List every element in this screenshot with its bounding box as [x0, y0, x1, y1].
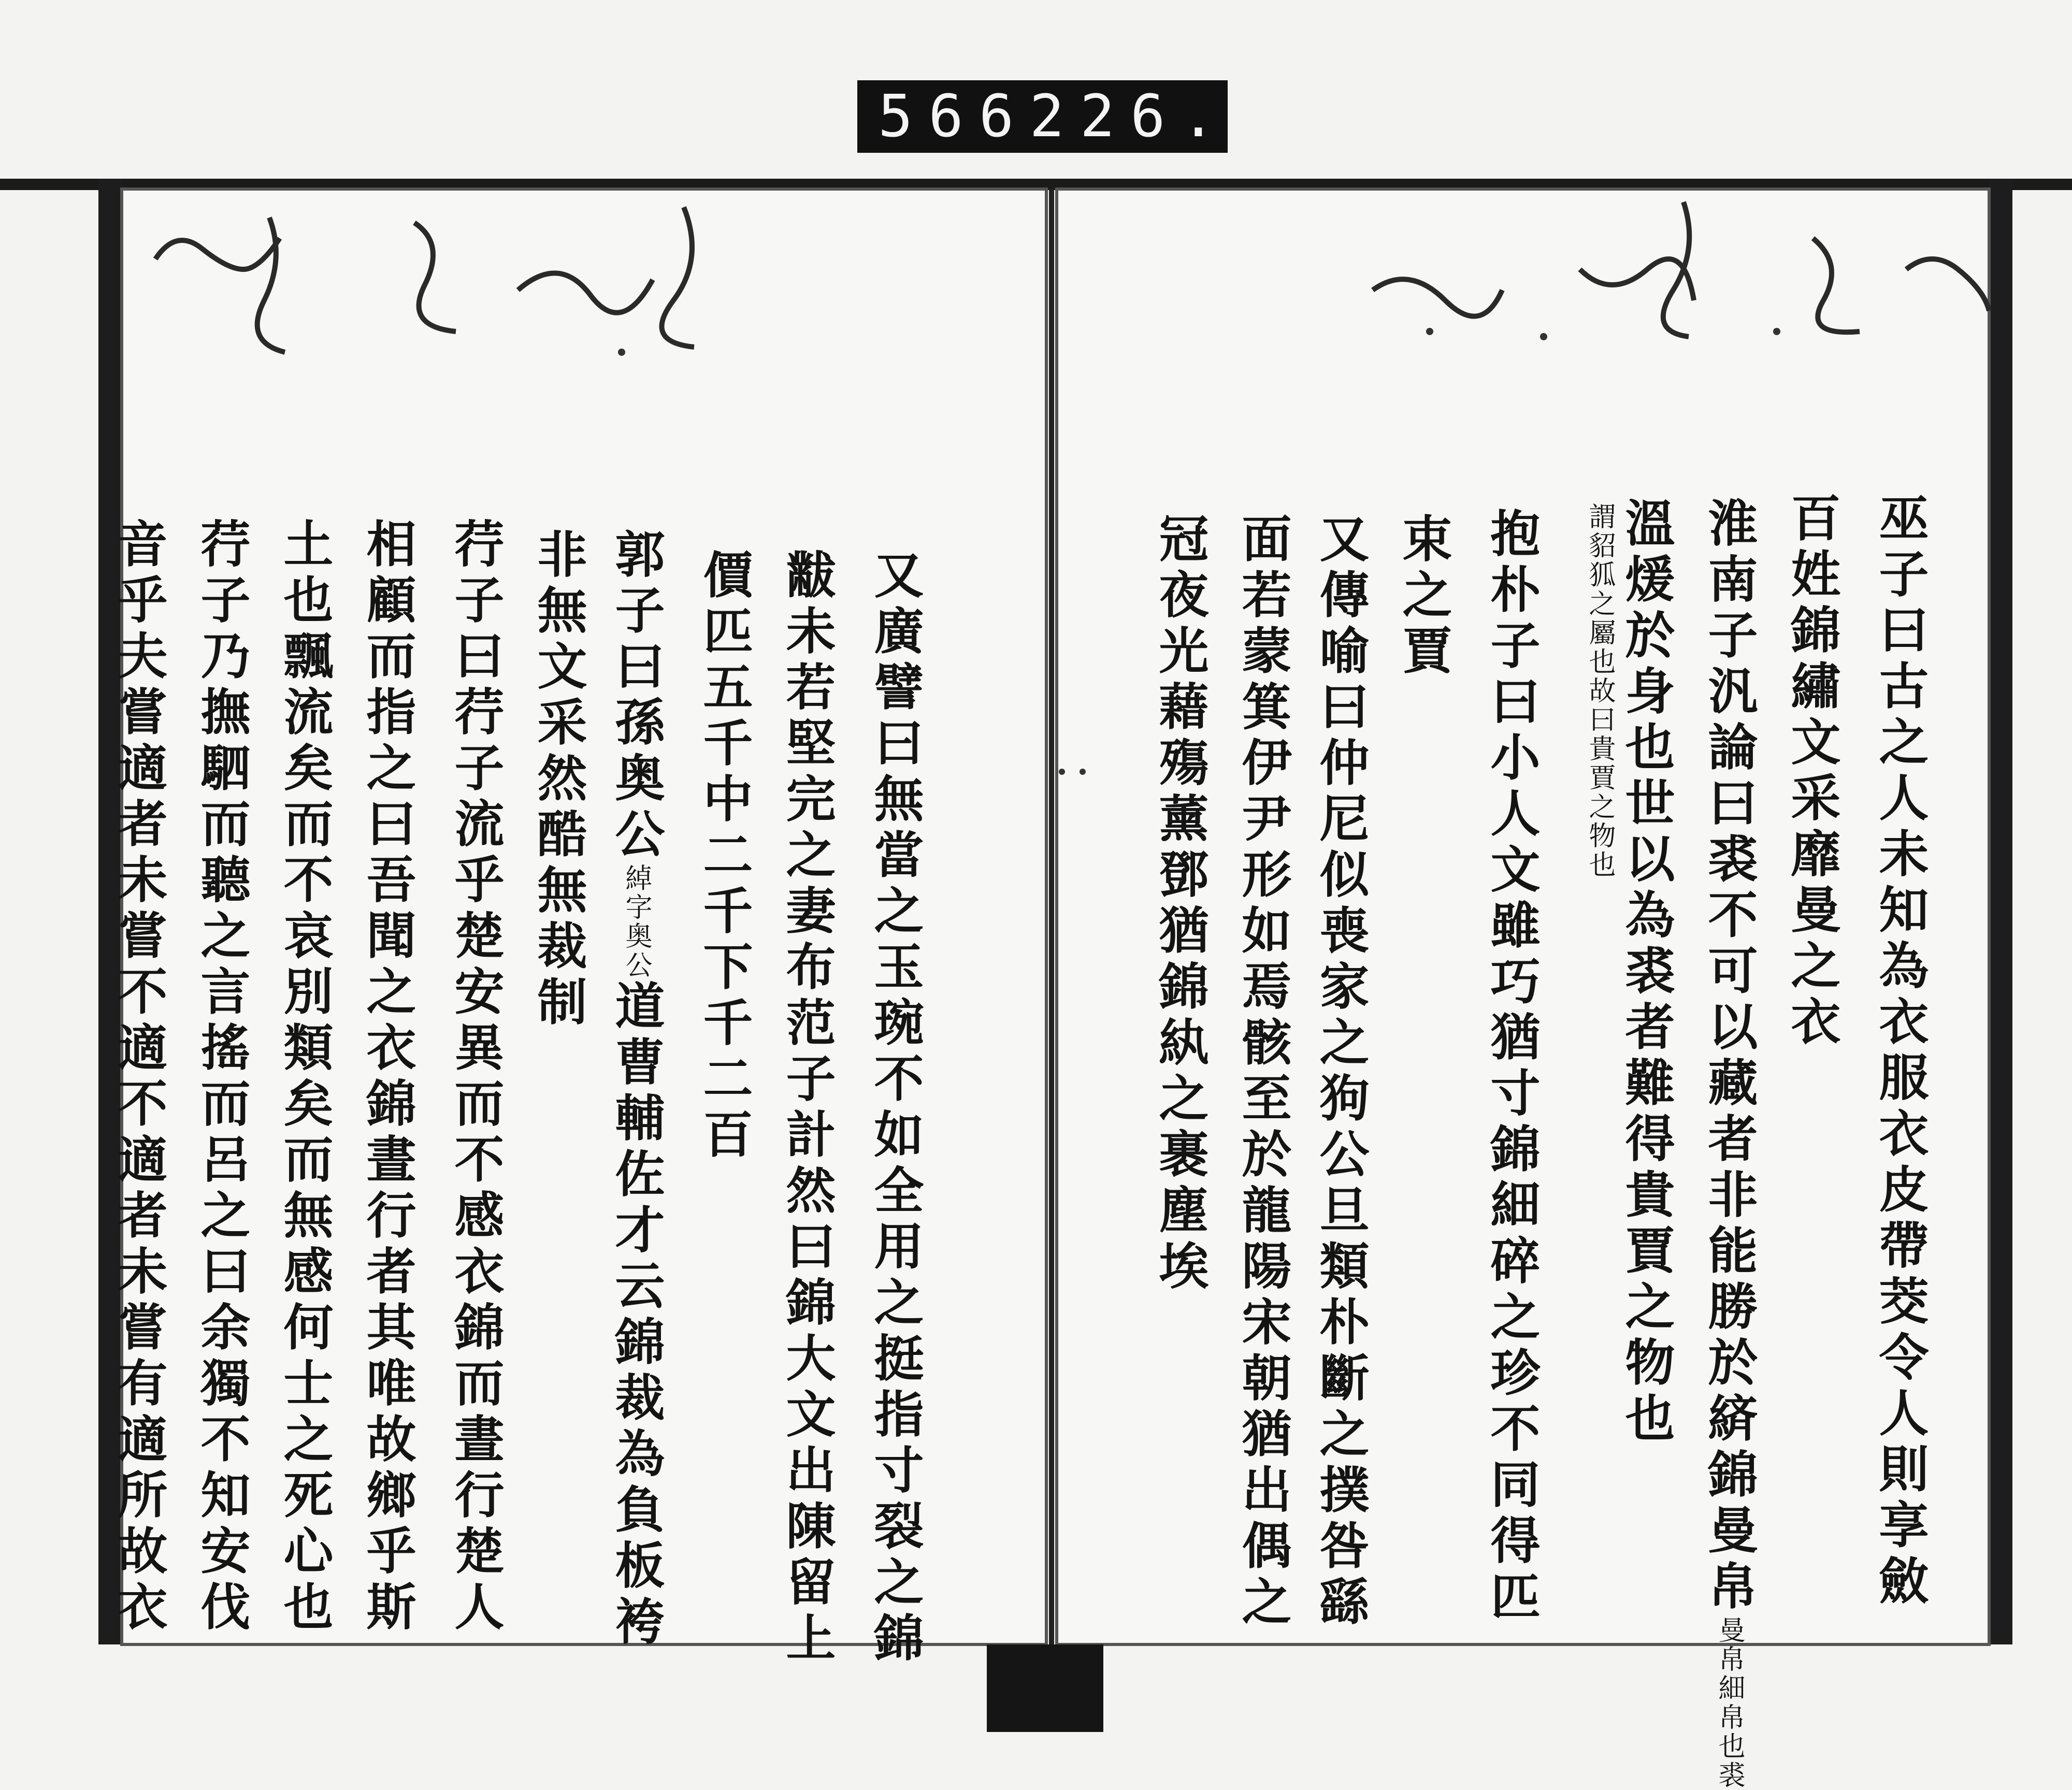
frame-number-right: 226. — [1029, 83, 1232, 150]
right-col-5-note: 謂貂狐之屬也故曰貴賈之物也 — [1584, 502, 1615, 879]
right-col-3 — [1700, 497, 1759, 1790]
left-col-6: 荇子曰荇子流乎楚安異而不感衣錦而晝行楚人 — [447, 518, 505, 1637]
right-cover — [1989, 179, 2012, 1644]
left-col-4 — [607, 528, 666, 1651]
frame-number-plate — [857, 80, 1232, 153]
bottom-spine-tab — [987, 1644, 1103, 1732]
right-col-9: 面若蒙箕伊尹形如焉骸至於龍陽宋朝猶出偶之 — [1234, 513, 1292, 1632]
right-col-3-main: 淮南子汎論曰裘不可以藏者非能勝於緕錦曼帛 — [1700, 497, 1759, 1616]
right-col-10: 冠夜光藉殤薰鄧猶錦紈之裹塵埃 — [1151, 513, 1210, 1296]
left-col-4-tail: 道曹輔佐才云錦裁為負板袴 — [607, 980, 666, 1651]
right-col-8: 又傳喻曰仲尼似喪家之狗公旦類朴斷之撲咎繇 — [1312, 513, 1370, 1632]
right-col-4: 溫煖於身也世以為裘者難得貴賈之物也 — [1617, 497, 1676, 1448]
left-col-2: 黻未若堅完之妻布范子計然曰錦大文出陳留上 — [778, 549, 837, 1668]
left-col-9: 荇子乃撫駟而聽之言搖而呂之曰余獨不知安伐 — [193, 518, 251, 1637]
right-col-3-note: 曼帛細帛也裘 — [1714, 1616, 1745, 1790]
left-col-5: 非無文采然酷無裁制 — [529, 528, 588, 1032]
right-col-6: 抱朴子曰小人文雖巧猶寸錦細碎之珍不同得匹 — [1483, 508, 1541, 1626]
right-col-5 — [1575, 502, 1624, 879]
left-col-7: 相顧而指之曰吾聞之衣錦晝行者其唯故鄉乎斯 — [358, 518, 417, 1637]
right-col-2: 百姓錦繡文采靡曼之衣 — [1783, 492, 1841, 1051]
right-col-1: 巫子曰古之人未知為衣服衣皮帶茭令人則享斂 — [1871, 492, 1930, 1611]
left-col-4-note: 綽字奥公 — [621, 864, 652, 980]
frame-number-left: 566 — [878, 83, 1030, 150]
left-col-1: 又廣譬曰無當之玉琬不如全用之挺指寸裂之錦 — [866, 549, 925, 1668]
left-col-3: 價匹五千中二千下千二百 — [695, 549, 754, 1164]
right-col-7: 束之賈 — [1394, 513, 1453, 681]
left-col-10: 音乎夫嘗適者未嘗不適不適者未嘗有適所故衣 — [110, 518, 168, 1637]
left-col-4-main: 郭子曰孫奥公 — [607, 528, 666, 864]
left-col-8: 土也飄流矣而不哀別類矣而無感何士之死心也 — [276, 518, 334, 1637]
